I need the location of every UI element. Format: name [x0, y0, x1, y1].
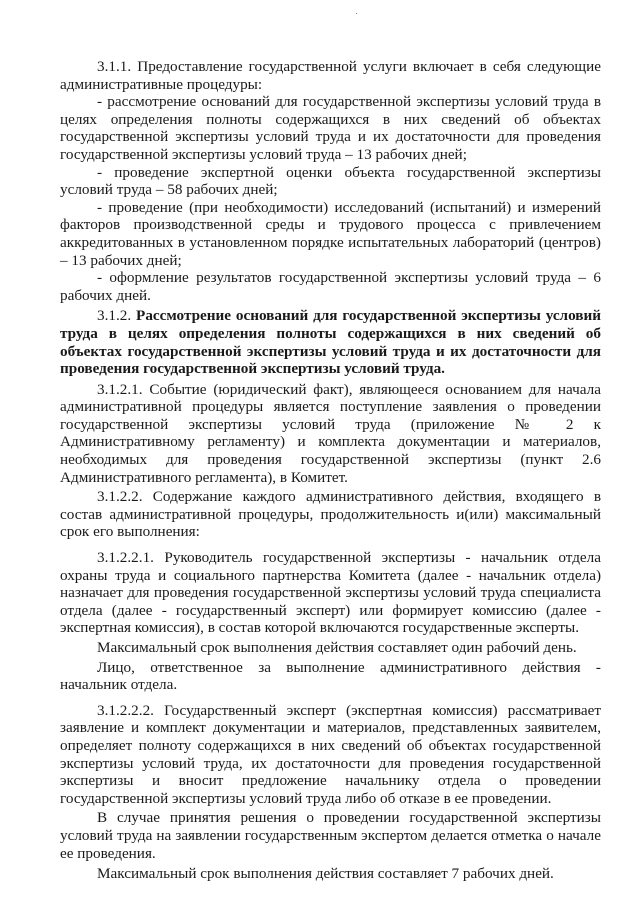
paragraph-max-term-one-day: Максимальный срок выполнения действия составляет один рабочий день. [97, 639, 577, 656]
paragraph-procedure-review: - рассмотрение оснований для государственной экспертизы условий труда в целях определения полноты содержащихся в них сведений об объектах государственной экспертизы условий труда и их достаточности для проведения государственной экспертизы условий труда – 13 рабочих дней; [60, 93, 601, 163]
paragraph-decision-mark: В случае принятия решения о проведении государственной экспертизы условий труда на заявлении государственным экспертом делается отметка о начале ее проведения. [60, 809, 601, 862]
paragraph-procedure-measurements: - проведение (при необходимости) исследований (испытаний) и измерений факторов производственной среды и трудового процесса с привлечением аккредитованных в установленном порядке испытательных лабораторий (центров) – 13 рабочих дней; [60, 198, 601, 269]
paragraph-max-term-seven-days: Максимальный срок выполнения действия составляет 7 рабочих дней. [97, 865, 554, 883]
paragraph-3-1-2-2: 3.1.2.2. Содержание каждого административного действия, входящего в состав административной процедуры, продолжительность и(или) максимальный срок его выполнения: [60, 488, 601, 541]
paragraph-3-1-1: 3.1.1. Предоставление государственной услуги включает в себя следующие административные процедуры: [60, 58, 601, 93]
scan-speck [356, 13, 357, 14]
section-number: 3.1.2. [97, 307, 137, 325]
section-heading: Рассмотрение оснований для государственной экспертизы условий труда в целях определения полноты содержащихся в них сведений об объектах государственной экспертизы условий труда и их достаточности для проведения государственной экспертизы условий труда. [60, 307, 601, 378]
paragraph-responsible-person: Лицо, ответственное за выполнение административного действия - начальник отдела. [60, 658, 601, 694]
document-page [60, 58, 601, 883]
paragraph-3-1-2-2-2: 3.1.2.2.2. Государственный эксперт (экспертная комиссия) рассматривает заявление и комплект документации и материалов, представленных заявителем, определяет полноту содержащихся в них сведений об объектах государственной экспертизы условий труда, их достаточности для проведения государственной экспертизы и вносит предложение начальнику отдела о проведении государственной экспертизы условий труда либо об отказе в ее проведении. [60, 701, 601, 807]
paragraph-3-1-2-1: 3.1.2.1. Событие (юридический факт), являющееся основанием для начала административной процедуры является поступление заявления о проведении государственной экспертизы условий труда (приложение № 2 к Административному регламенту) и комплекта документации и материалов, необходимых для проведения государственной экспертизы (пункт 2.6 Административного регламента), в Комитет. [60, 380, 601, 486]
paragraph-3-1-2 [60, 307, 601, 377]
paragraph-3-1-2-2-1: 3.1.2.2.1. Руководитель государственной экспертизы - начальник отдела охраны труда и социального партнерства Комитета (далее - начальник отдела) назначает для проведения государственной экспертизы условий труда специалиста отдела (далее - государственный эксперт) или формирует комиссию (далее - экспертная комиссия), в состав которой включаются государственные эксперты. [60, 549, 601, 637]
paragraph-procedure-assessment: - проведение экспертной оценки объекта государственной экспертизы условий труда – 58 рабочих дней; [60, 163, 601, 199]
paragraph-procedure-formalization: - оформление результатов государственной экспертизы условий труда – 6 рабочих дней. [60, 269, 601, 304]
